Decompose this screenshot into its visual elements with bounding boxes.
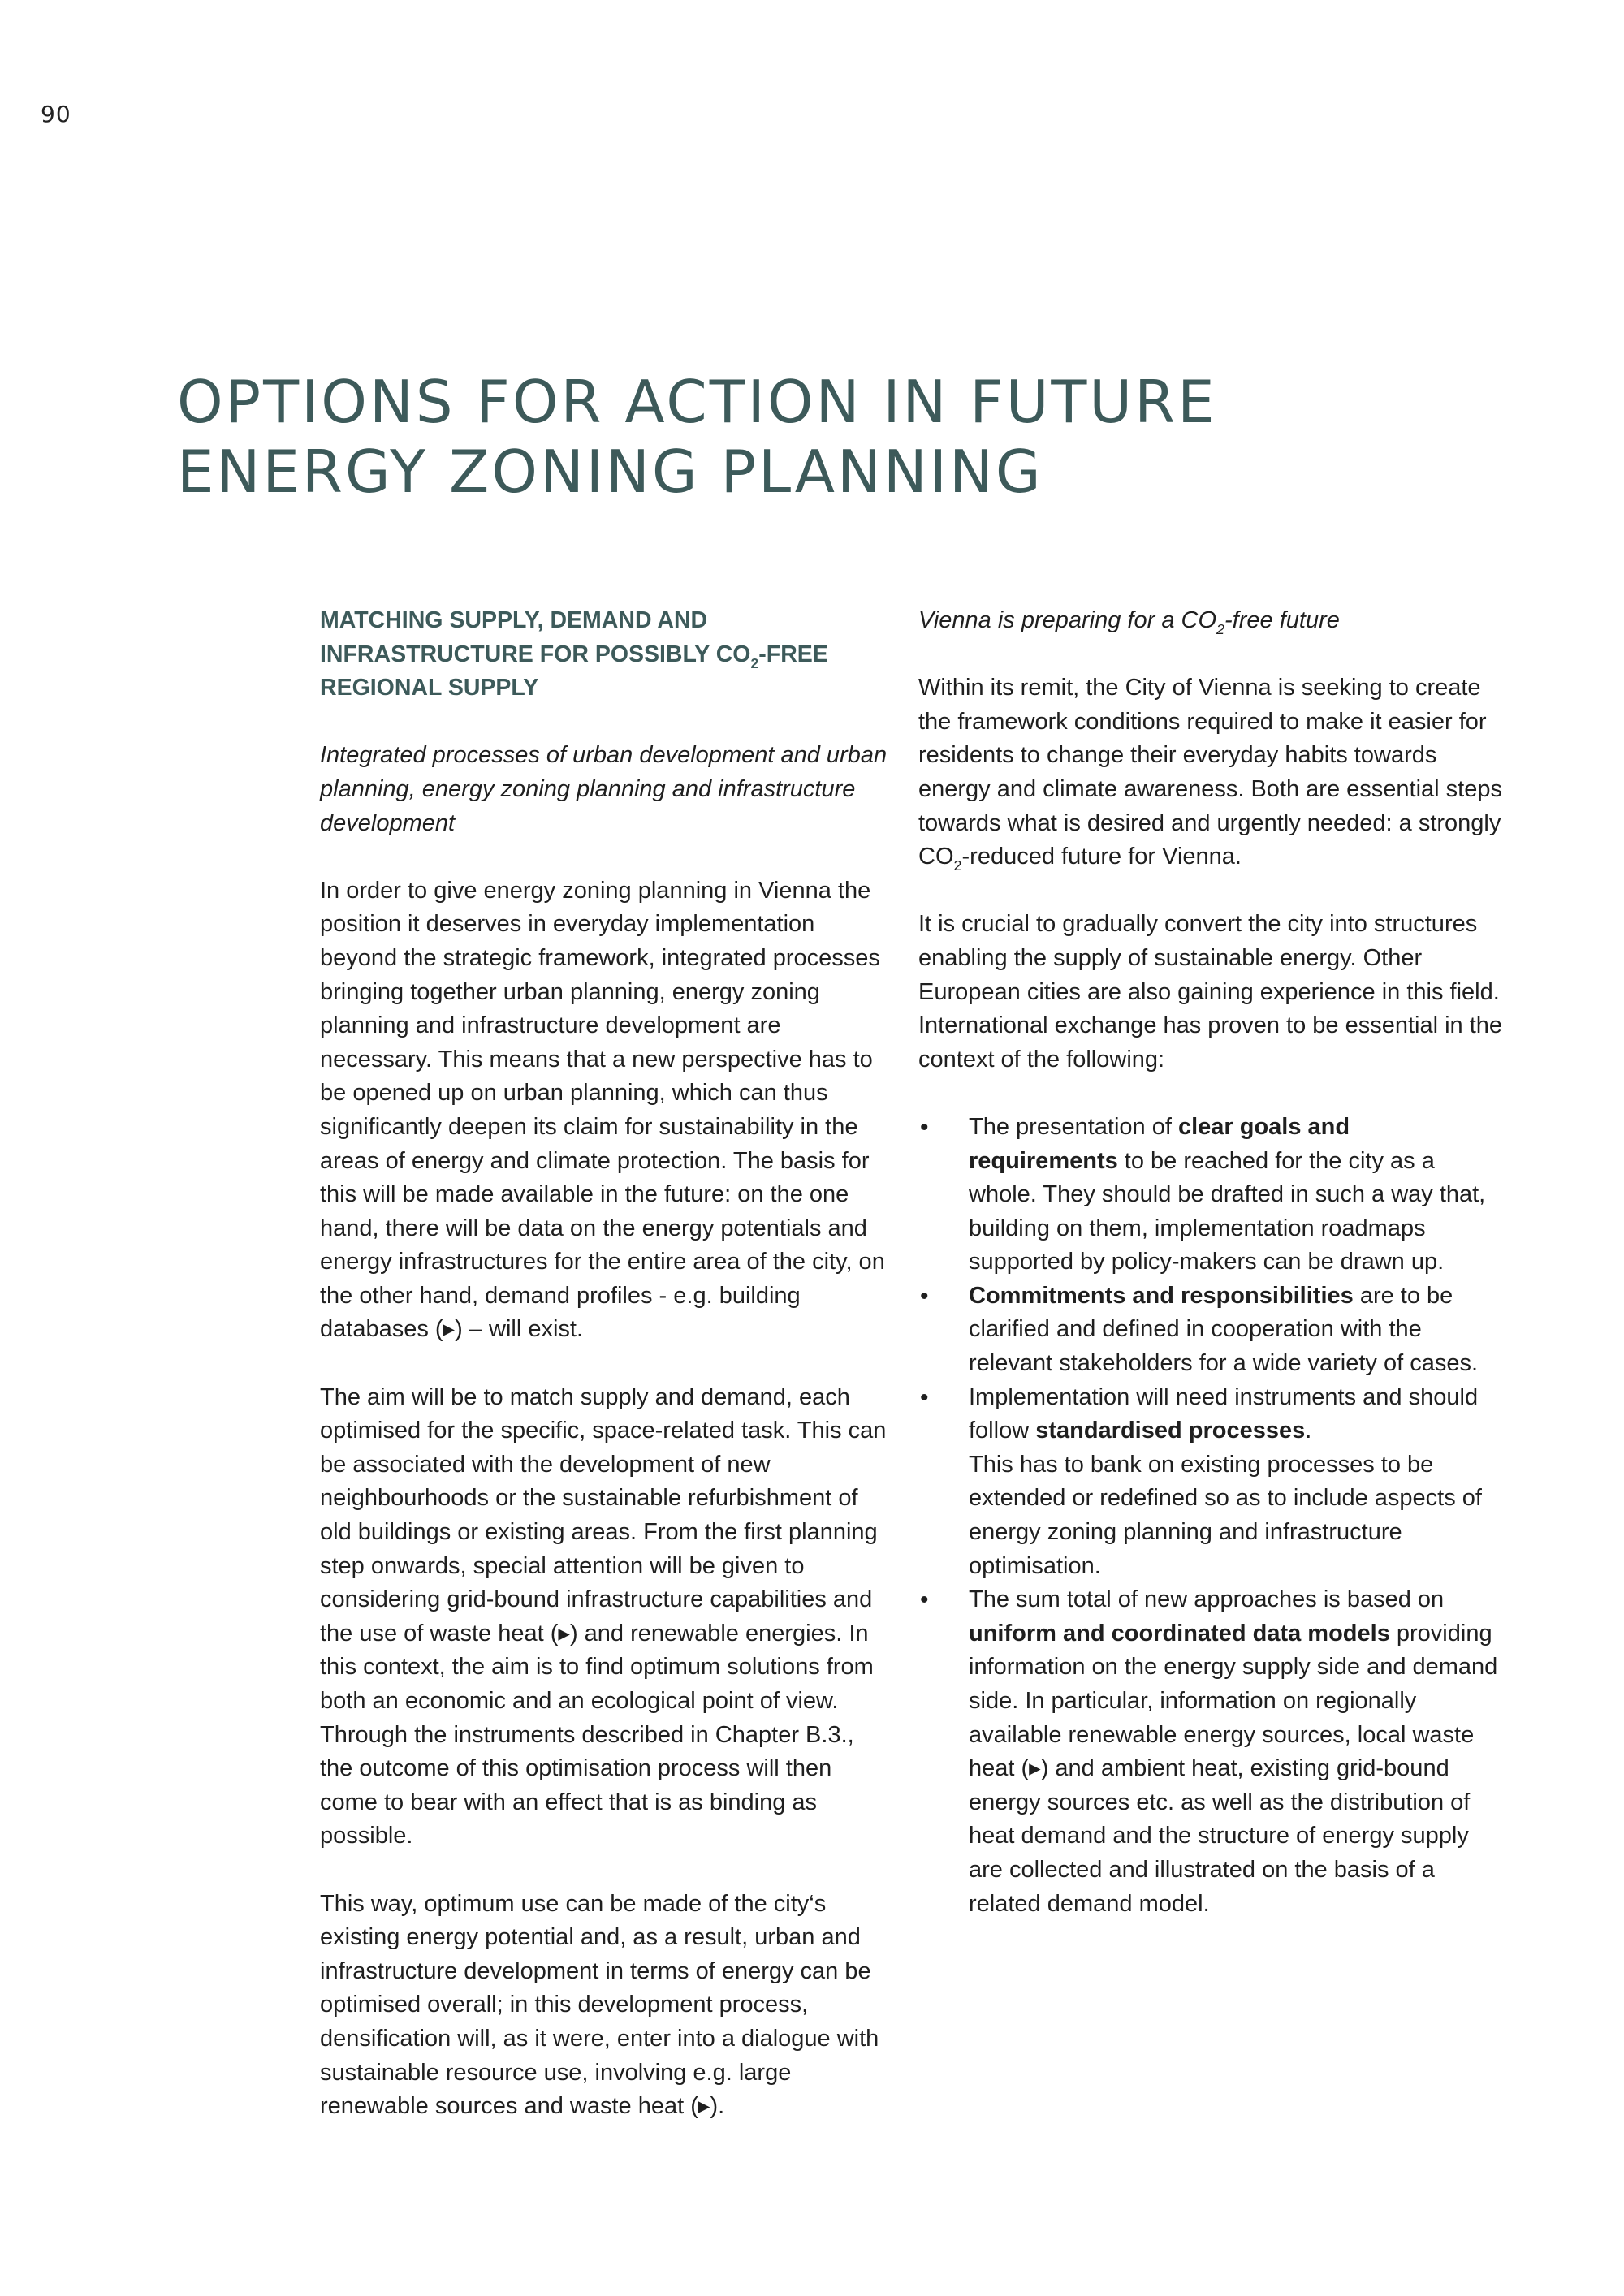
bullet-text-bold: uniform and coordinated data models [969, 1620, 1390, 1646]
right-paragraph-1-text-2: -reduced future for Vienna. [961, 844, 1242, 870]
bullet-text-pre: The sum total of new approaches is based on [969, 1586, 1445, 1613]
list-item [918, 1583, 1503, 1921]
section-heading-subscript: 2 [750, 654, 759, 671]
bullet-text-bold: standardised processes [1035, 1418, 1306, 1444]
bullet-icon: • [920, 1282, 929, 1310]
section-heading-text-2: -FREE REGIONAL SUPPLY [320, 641, 828, 701]
page-title-line-2: ENERGY ZONING PLANNING [177, 438, 1043, 506]
left-paragraph-3: This way, optimum use can be made of the city‘s existing energy potential and, as a result, urban and infrastructure development in terms of energy can be optimised overall; in this development process, densification will, as it were, enter into a dialogue with sustainable resource use, involving e.g. large renewable sources and waste heat (▸). [320, 1890, 879, 2120]
right-column [918, 604, 1503, 1921]
right-subheading-subscript: 2 [1216, 621, 1225, 638]
right-subheading-text-2: -free future [1224, 607, 1340, 633]
page-number: 90 [41, 101, 71, 127]
bullet-text-post: are to be clarified and defined in cooperation with the relevant stakeholders for a wide variety of cases. [969, 1282, 1479, 1377]
section-heading-text-1: MATCHING SUPPLY, DEMAND AND INFRASTRUCTURE FOR POSSIBLY CO [320, 607, 751, 667]
left-column [320, 604, 888, 2157]
right-subheading [918, 604, 1503, 638]
list-item [918, 1111, 1503, 1280]
bullet-text-pre: Implementation will need instruments and should follow [969, 1383, 1479, 1444]
bullet-text-post: to be reached for the city as a whole. They should be drafted in such a way that, building on them, implementation roadmaps supported by policy-makers can be drawn up. [969, 1147, 1486, 1275]
left-paragraph-2: The aim will be to match supply and demand, each optimised for the specific, space-related task. This can be associated with the development of new neighbourhoods or the sustainable refurbishment of old buildings or existing areas. From the first planning step onwards, special attention will be given to considering grid-bound infrastructure capabilities and the use of waste heat (▸) and renewable energies. In this context, the aim is to find optimum solutions from both an economic and an ecological point of view. Through the instruments described in Chapter B.3., the outcome of this optimisation process will then come to bear with an effect that is as binding as possible. [320, 1383, 887, 1849]
right-paragraph-1-subscript: 2 [953, 857, 962, 874]
bullet-text-bold: Commitments and responsibilities [969, 1282, 1354, 1309]
bullet-text-post: providing information on the energy supply side and demand side. In particular, information on regionally available renewable energy sources, local waste heat (▸) and ambient heat, existing grid-bound energy sources etc. as well as the distribution of heat demand and the structure of energy supply are collected and illustrated on the basis of a related demand model. [969, 1620, 1498, 1917]
right-paragraph-2: It is crucial to gradually convert the city into structures enabling the supply of sustainable energy. Other European cities are also gaining experience in this field. International exchange has proven to be essential in the context of the following: [918, 911, 1503, 1072]
right-paragraph-1 [918, 671, 1503, 874]
left-subheading: Integrated processes of urban development and urban planning, energy zoning planning and infrastructure development [320, 742, 888, 836]
bullet-text-continuation: This has to bank on existing processes to be extended or redefined so as to include aspects of energy zoning planning and infrastructure optimisation. [969, 1451, 1482, 1579]
section-heading [320, 604, 888, 706]
bullet-icon: • [920, 1113, 929, 1141]
right-paragraph-1-text-1: Within its remit, the City of Vienna is seeking to create the framework conditions required to make it easier for residents to change their everyday habits towards energy and climate awareness. Both are essential steps towards what is desired and urgently needed: a strongly CO [918, 675, 1502, 870]
list-item [918, 1381, 1503, 1584]
right-subheading-text-1: Vienna is preparing for a CO [918, 607, 1217, 633]
list-item [918, 1280, 1503, 1381]
left-paragraph-1: In order to give energy zoning planning in Vienna the position it deserves in everyday implementation beyond the strategic framework, integrated processes bringing together urban planning, energy zoning planning and infrastructure development are necessary. This means that a new perspective has to be opened up on urban planning, which can thus significantly deepen its claim for sustainability in the areas of energy and climate protection. The basis for this will be made available in the future: on the one hand, there will be data on the energy potentials and energy infrastructures for the entire area of the city, on the other hand, demand profiles - e.g. building databases (▸) – will exist. [320, 877, 885, 1343]
bullet-text-post: . [1305, 1418, 1312, 1444]
bullet-text-pre: The presentation of [969, 1113, 1178, 1140]
bullet-list [918, 1111, 1503, 1921]
bullet-text-bold: clear goals and requirements [969, 1113, 1350, 1174]
page-title-line-1: OPTIONS FOR ACTION IN FUTURE [177, 368, 1217, 436]
page-title [177, 367, 1217, 507]
bullet-icon: • [920, 1383, 929, 1411]
bullet-icon: • [920, 1586, 929, 1614]
